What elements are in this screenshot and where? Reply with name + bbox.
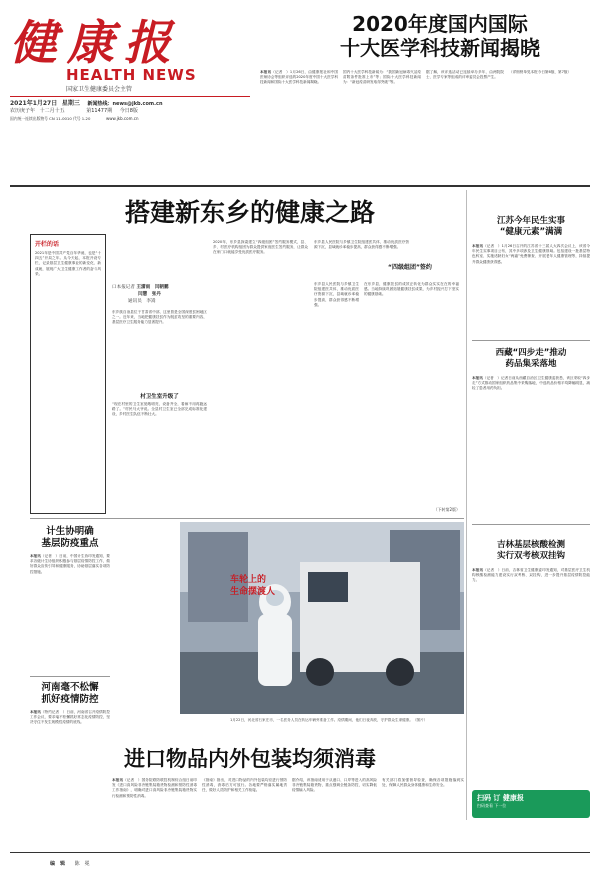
sidebar-story2-line1: 西藏“四步走”推动 (495, 348, 567, 358)
hotline-label: 新闻热线： (87, 101, 113, 107)
bottom-col1 (112, 778, 197, 846)
top-story-col4: （详细榜单见本报今日第6版、第7版） (509, 70, 572, 74)
lunar-date-2: 十二月十五 (39, 108, 65, 114)
sidebar-story2-text (472, 376, 590, 520)
subscribe-badge[interactable] (472, 790, 590, 818)
sidebar-rule-2 (472, 524, 590, 525)
issue-number: 第11477期 (86, 108, 113, 114)
top-story-byline: 本报讯 (260, 70, 272, 74)
sidebar-story1-byline: 本报讯 (472, 244, 484, 248)
news-photo (180, 522, 464, 714)
left-story1-line2: 基层防疫重点 (41, 538, 99, 549)
sidebar-story3-headline (472, 540, 590, 562)
sidebar-story3-byline: 本报讯 (472, 568, 484, 572)
sidebar-story1-line1: 江苏今年民生实事 (496, 216, 565, 226)
sidebar-story3-body: （记者 ）日前，吉林省卫生健康委印发通知，对基层医疗卫生机构核酸检测能力建设实行双考核、双挂钩，进一步提升基层疫情防控能力。 (472, 568, 590, 583)
main-col3: 2020年，东乡县探索建立“四级组团”签约服务模式，县、乡、村医疗机构组团为群众提供家庭医生签约服务，让群众在家门口就能享受优质医疗服务。 (213, 240, 308, 255)
sidebar-story3-line1: 吉林基层核酸检测 (496, 540, 565, 550)
top-headline-line1: 2020年度国内国际 (352, 12, 528, 36)
main-col2: “现在村里的卫生室宽敞明亮，设备齐全，看病不用再跑远路了。”村民马大爷说。全县村卫生室已全部完成标准化建设，乡村医生队伍不断壮大。 (112, 402, 207, 417)
masthead-subtitle: 国家卫生健康委员会主管 (66, 86, 133, 93)
top-story-col1 (260, 70, 338, 180)
sidebar-rule-1 (472, 340, 590, 341)
bottom-headline: 进口物品内外包装均须消毒 (124, 747, 376, 771)
continued-note: （下转第2版） (433, 507, 460, 512)
main-subhead: “四级组团”签约 (388, 264, 432, 271)
sidebar-story1-body: （记者 ）1月26日召开的江苏省十三届人大四次会议上，该省今年民生实事项目公布，其中多项涉及卫生健康领域。包括建设一批基层特色科室、实施适龄妇女“两癌”免费筛查、开展老年人健康管理等，持续提升群众健康获得感。 (472, 244, 590, 264)
left-story2-byline: 本报讯 (30, 710, 41, 714)
top-story-headline (290, 12, 590, 60)
photo-headline-line2: 生命摆渡人 (230, 587, 276, 597)
bottom-col2: 《指南》指出，对进口物品的内外包装均应进行预防性消毒，消毒后方可放行。各地要严格落实属地责任，做好人员防护和相关工作衔接。 (202, 778, 287, 793)
top-headline-line2: 十大医学科技新闻揭晓 (340, 36, 540, 60)
byline-label: 口本报记者 (112, 285, 135, 290)
masthead-logo: 健康报 (10, 16, 181, 71)
reporters-2: 闫慧 张丹 (138, 292, 161, 297)
reporters: 王潇雨 闫朝鹏 (136, 285, 169, 290)
sidebar-story2-body: （记者 ）记者日前从西藏自治区卫生健康委获悉，该区采取“四步走”方式推动国家组织药品集中采购落地，中选药品价格平均降幅明显，减轻了患者用药负担。 (472, 376, 590, 391)
left-story2-body: （特约记者 ）日前，河南省召开疫情防控工作会议，要求毫不松懈抓好常态化疫情防控，坚决守住不发生规模性疫情的底线。 (30, 710, 110, 725)
left-story1-text (30, 554, 110, 696)
issue-date: 2021年1月27日 (10, 100, 58, 107)
sidebar-story1-headline (472, 216, 590, 238)
bottom-col3: 据介绍，该指南适用于从港口、口岸等进入的高风险非冷链集装箱货物，重点强调全链条防控，切实降低疫情输入风险。 (292, 778, 377, 793)
main-col1: 东乡族自治县位于甘肃省中部，这里曾是全国深度贫困地区之一。近年来，当地把健康扶贫作为脱贫攻坚的重要内容，基层医疗卫生服务能力显著提升。 (112, 310, 207, 325)
left-story1-byline: 本报讯 (30, 554, 41, 558)
footer-rule (10, 852, 590, 853)
left-story1-line1: 计生协明确 (46, 526, 94, 537)
sidebar-story3-line2: 实行双考核双挂钩 (496, 551, 565, 561)
left-story2-headline (30, 682, 110, 706)
section-rule-top (10, 185, 590, 187)
mid-rule (30, 518, 464, 519)
section-subhead: 村卫生室升级了 (140, 394, 179, 400)
kicker-text: 2021年是中国共产党百年华诞，也是“十四五”开局之年。从今天起，本报开设专栏，记录基层卫生健康事业的新变化、新成就，展现广大卫生健康工作者的奋斗风采。 (35, 251, 101, 276)
sidebar-story2-byline: 本报讯 (472, 376, 483, 380)
sidebar-story1-line2: “健康元素”满满 (499, 227, 563, 237)
masthead-rule (10, 96, 250, 97)
sidebar-story2-headline (472, 348, 590, 370)
top-story-col1-text: （记者 ）1月26日，由健康报社和中国医师协会等组织评选的2020年度中国十大医学科技新闻和国际十大医学科技新闻揭晓。 (260, 70, 338, 85)
main-col5: 在东乡县，健康扶贫的成效正转化为群众实实在在的幸福感。当地持续巩固拓展健康扶贫成果，为乡村振兴打下坚实的健康基础。 (364, 282, 459, 297)
bottom-col4: 有关部门将加强督导检查，确保各项措施落到实处，保障人民群众身体健康和生命安全。 (382, 778, 464, 788)
main-col4b: 东乡县人民医院与乡镇卫生院组建医共体，推动优质医疗资源下沉，县域就诊率稳步提高，群众获得感不断增强。 (314, 282, 359, 307)
photo-illustration (180, 522, 464, 714)
left-story2-line2: 抓好疫情防控 (41, 694, 99, 705)
top-story-col2: 国内十大医学科技新闻为：“我国新冠病毒灭活疫苗附条件批准上市”等；国际十大医学科技新闻为：“新冠疫苗研发取得突破”等。 (343, 70, 421, 85)
sidebar-story1-text (472, 244, 590, 336)
main-byline (112, 284, 207, 305)
photo-headline-line1: 车轮上的 (230, 575, 267, 585)
photo-headline (230, 574, 300, 598)
english-title: HEALTH NEWS (66, 66, 197, 84)
cn-code: 国内统一连续出版物号 CN 11-0010 代号 1-20 (10, 116, 91, 121)
sidebar-divider (466, 190, 467, 820)
editor-name: 陈 冕 (74, 861, 90, 867)
main-headline: 搭建新东乡的健康之路 (124, 198, 375, 227)
reporters-3: 通讯员 李嵩 (128, 299, 156, 304)
badge-sub: 扫码查看 下一位 (477, 803, 507, 808)
photo-caption (230, 718, 464, 738)
top-story-col3: 据了解，该评选活动已连续举办多年，由两院院士、医学专家等组成的评审委员会投票产生。 (426, 70, 504, 80)
left-story1-headline (30, 526, 110, 550)
website[interactable]: www.jkb.com.cn (105, 116, 139, 121)
left-story1-body: （记者 ）日前，中国计生协印发通知，要求各级计生协组织积极参与基层疫情防控工作，做好群众宣传引导和健康服务，协助基层落实各项防控措施。 (30, 554, 110, 574)
sidebar-story3-text (472, 568, 590, 790)
weekday: 星期三 (61, 100, 80, 107)
photo-caption-text: 1月22日，河北省石家庄市，一名医务人员在转运车辆旁准备工作。疫情期间，他们日夜奔波，守护群众生命健康。 (230, 718, 413, 722)
badge-title: 扫码 订 健康报 (477, 794, 524, 802)
bottom-byline: 本报讯 (112, 778, 124, 782)
kicker-label: 开栏的话 (35, 241, 60, 248)
bottom-col1-text: （记者 ）国务院联防联控机制综合组日前印发《进口高风险非冷链集装箱货物检测和预防性消毒工作指南》，明确对进口高风险非冷链集装箱货物实行检测和预防性消毒。 (112, 778, 197, 798)
main-col4: 东乡县人民医院与乡镇卫生院组建医共体，推动优质医疗资源下沉，县域就诊率稳步提高，群众获得感不断增强。 (314, 240, 409, 250)
masthead-info (10, 100, 250, 124)
page-count: 今日8版 (119, 108, 138, 114)
kicker-box (30, 234, 106, 514)
left-rule (30, 676, 110, 677)
sidebar-story2-line2: 药品集采落地 (505, 359, 557, 369)
lunar-date: 农历庚子年 (10, 108, 36, 114)
photo-credit: （图片） (412, 718, 428, 722)
hotline[interactable]: news@jkb.com.cn (112, 101, 163, 107)
editor-label: 编 辑 (50, 861, 66, 867)
footer-credits (50, 860, 250, 867)
left-story2-line1: 河南毫不松懈 (41, 682, 99, 693)
